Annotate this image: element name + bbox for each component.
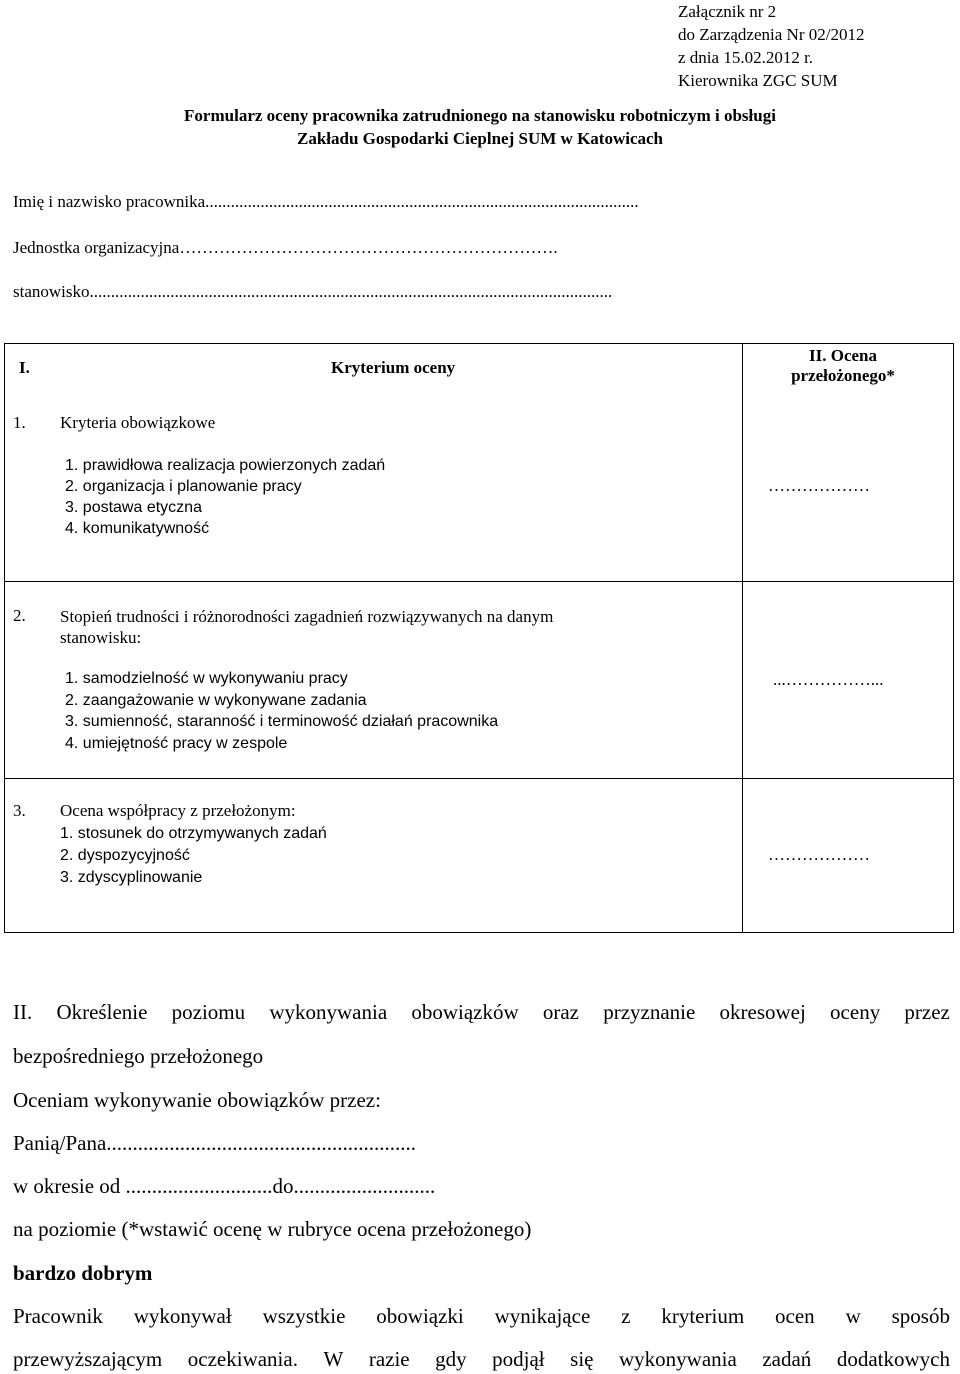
word: okresowej: [719, 1000, 806, 1024]
word: wykonywania: [619, 1347, 737, 1371]
word: dodatkowych: [836, 1347, 950, 1371]
word: Określenie: [56, 1000, 148, 1024]
annex-line-4: Kierownika ZGC SUM: [678, 71, 838, 90]
word: z: [621, 1304, 631, 1328]
list-item: 1. stosunek do otrzymywanych zadań: [60, 825, 327, 842]
word: się: [570, 1347, 594, 1371]
word: przez: [904, 1000, 950, 1024]
word: gdy: [435, 1347, 467, 1371]
org-unit-field[interactable]: Jednostka organizacyjna………………………………………………………….: [13, 238, 558, 257]
list-item: 4. komunikatywność: [65, 519, 210, 537]
list-item: 3. postawa etyczna: [65, 498, 202, 516]
word: obowiązków: [411, 1000, 519, 1024]
section-2-number: 2.: [13, 606, 26, 625]
word: oraz: [542, 1000, 579, 1024]
table-row: [5, 582, 954, 779]
word: sposób: [891, 1304, 950, 1328]
level-line: na poziomie (*wstawić ocenę w rubryce ocena przełożonego): [13, 1217, 532, 1241]
position-field[interactable]: stanowisko...........................................................................................................................: [13, 282, 613, 301]
word: w: [845, 1304, 861, 1328]
section-1-number: 1.: [13, 412, 26, 432]
header-score: II. Ocena przełożonego*: [791, 346, 895, 385]
list-item: 2. zaangażowanie w wykonywane zadania: [65, 691, 367, 709]
form-title-line-1: Formularz oceny pracownika zatrudnionego na stanowisku robotniczym i obsługi: [184, 106, 776, 125]
word: zadań: [762, 1347, 812, 1371]
section-3-number: 3.: [13, 801, 26, 820]
section-3-score[interactable]: ………………: [768, 845, 870, 864]
word: ocen: [775, 1304, 815, 1328]
section-2-title-line-1: Stopień trudności i różnorodności zagadnień rozwiązywanych na danym: [60, 607, 554, 626]
period-line[interactable]: w okresie od ............................do...........................: [13, 1174, 436, 1198]
section-3-title: Ocena współpracy z przełożonym:: [60, 801, 296, 820]
criteria-table: [4, 343, 954, 933]
employee-name-field[interactable]: Imię i nazwisko pracownika......................................................................................................: [13, 192, 639, 211]
word: II.: [13, 1000, 33, 1024]
word: kryterium: [661, 1304, 745, 1328]
list-item: 4. umiejętność pracy w zespole: [65, 734, 288, 752]
table-header-row: [5, 344, 954, 399]
table-row: [5, 779, 954, 933]
part2-heading-line-2: bezpośredniego przełożonego: [13, 1044, 264, 1068]
word: Pracownik: [13, 1304, 103, 1328]
word: poziomu: [171, 1000, 246, 1024]
annex-line-2: do Zarządzenia Nr 02/2012: [678, 25, 865, 44]
word: oczekiwania.: [187, 1347, 298, 1371]
word: wynikające: [494, 1304, 591, 1328]
part2-heading-line-1: [13, 1000, 950, 1025]
word: wykonywania: [269, 1000, 388, 1024]
word: przewyższającym: [13, 1347, 163, 1371]
header-criterion: Kryterium oceny: [331, 358, 456, 377]
section-1-title: Kryteria obowiązkowe: [60, 412, 216, 432]
word: razie: [368, 1347, 410, 1371]
list-item: 3. zdyscyplinowanie: [60, 869, 203, 886]
list-item: 2. organizacja i planowanie pracy: [65, 477, 302, 495]
word: oceny: [830, 1000, 881, 1024]
annex-line-1: Załącznik nr 2: [678, 2, 777, 21]
description-line-2: [13, 1347, 950, 1372]
word: obowiązki: [376, 1304, 464, 1328]
list-item: 1. prawidłowa realizacja powierzonych zadań: [65, 456, 386, 474]
annex-block: [678, 0, 864, 92]
annex-line-3: z dnia 15.02.2012 r.: [678, 48, 814, 67]
level-very-good: bardzo dobrym: [13, 1261, 153, 1285]
section-2-title-line-2: stanowisku:: [60, 628, 142, 647]
table-row: [5, 399, 954, 582]
word: wykonywał: [133, 1304, 232, 1328]
section-1-score[interactable]: ………………: [768, 475, 870, 495]
employee-name-line[interactable]: Panią/Pana...........................................................: [13, 1131, 417, 1155]
list-item: 1. samodzielność w wykonywaniu pracy: [65, 670, 348, 687]
assessment-intro: Oceniam wykonywanie obowiązków przez:: [13, 1088, 381, 1112]
word: podjął: [492, 1347, 545, 1371]
list-item: 2. dyspozycyjność: [60, 847, 190, 864]
header-number: I.: [19, 358, 30, 377]
word: wszystkie: [262, 1304, 346, 1328]
word: przyznanie: [603, 1000, 696, 1024]
description-line-1: [13, 1304, 950, 1329]
list-item: 3. sumienność, staranność i terminowość działań pracownika: [65, 713, 499, 730]
section-2-score[interactable]: ...……………...: [773, 670, 884, 689]
form-title-line-2: Zakładu Gospodarki Cieplnej SUM w Katowicach: [296, 129, 663, 148]
word: W: [323, 1347, 344, 1371]
